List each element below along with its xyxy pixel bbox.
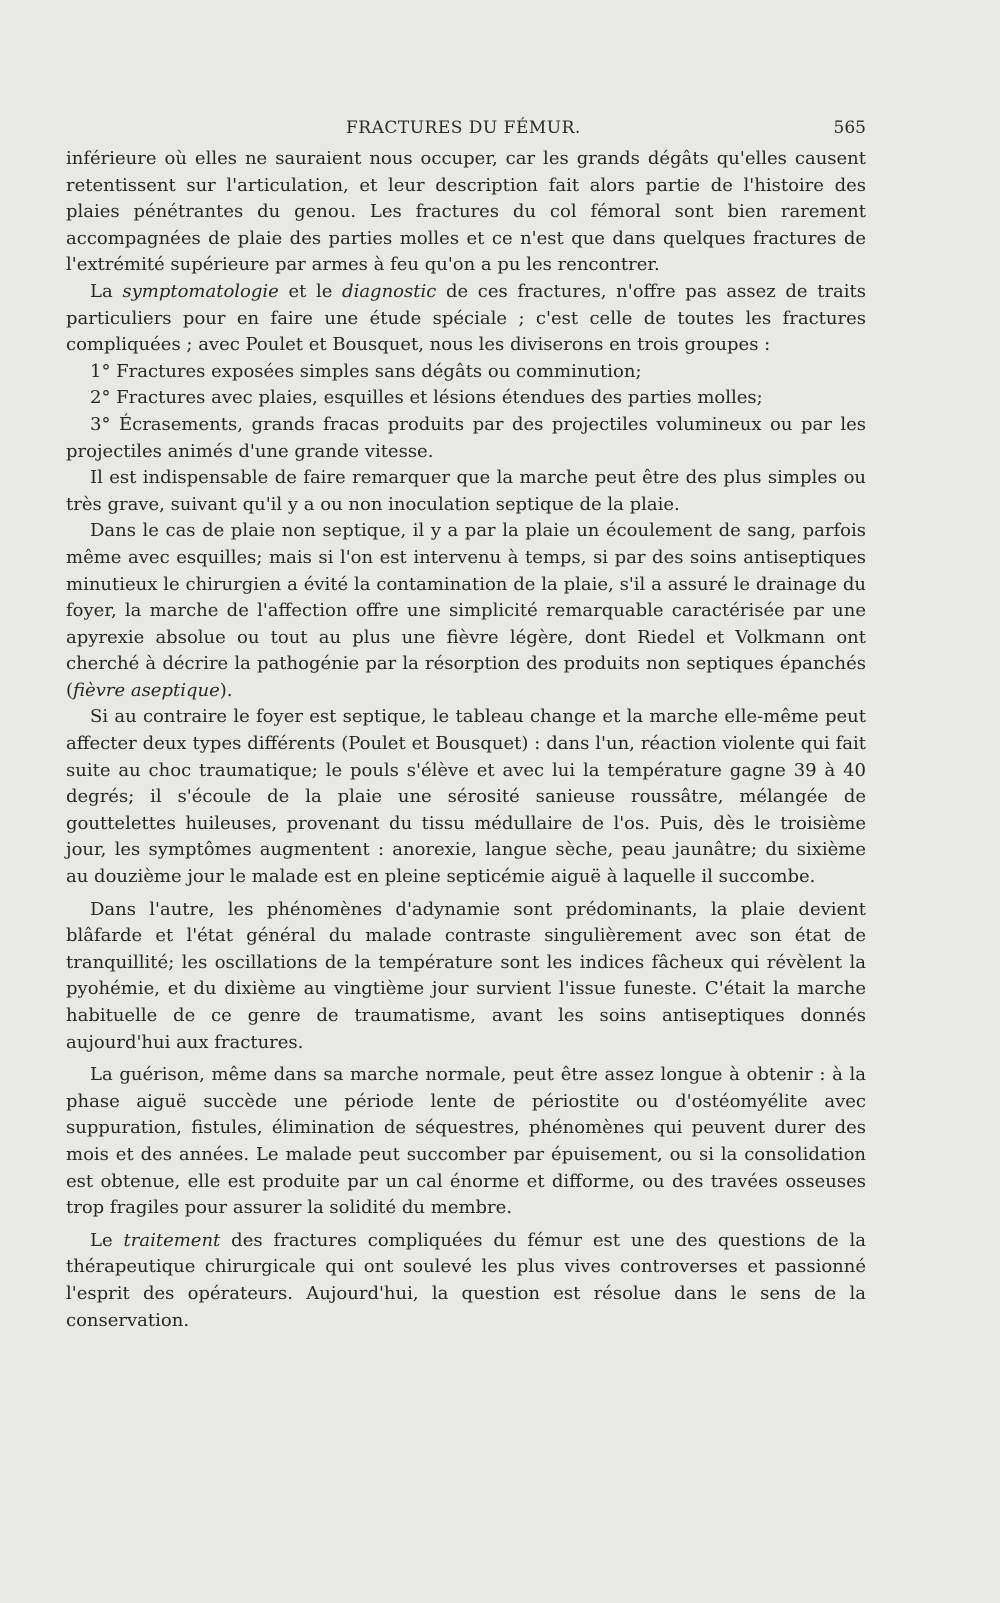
text-run: Dans le cas de plaie non septique, il y a par la plaie un écoulement de sang, parfois même avec esquilles; mais si l'on est intervenu à temps, si par des soins antiseptiques minutieux le chirurgien a évité la contamination de la plaie, s'il a assuré le drainage du foyer, la marche de l'affection offre une simplicité remarquable caractérisée par une apyrexie absolue ou tout au plus une fièvre légère, dont Riedel et Volkmann ont cherché à décrire la pathogénie par la résorption des produits non septiques épanchés ( [66,520,866,701]
italic-term: fièvre aseptique [73,679,220,701]
paragraph-7: La guérison, même dans sa marche normale, peut être assez longue à obtenir : à la phase aiguë succède une période lente de périostite ou d'ostéomyélite avec suppuration, fistules, élimination de séquestres, phénomènes qui peuvent durer des mois et des années. Le malade peut succomber par épuisement, ou si la consolidation est obtenue, elle est produite par un cal énorme et difforme, ou des travées osseuses trop fragiles pour assurer la solidité du membre. [66,1064,866,1219]
text-run: et le [278,280,343,302]
italic-term: traitement [123,1229,221,1251]
text-run: des fractures compliquées du fémur est une des questions de la thérapeutique chirurgicale qui ont soulevé les plus vives controverses et passionné l'esprit des opérateurs. Aujourd'hui, la question est résolue dans le sens de la conservation. [66,1229,867,1331]
text-run: La [90,280,123,302]
paragraph-5: Si au contraire le foyer est septique, le tableau change et la marche elle-même peut affecter deux types différents (Poulet et Bousquet) : dans l'un, réaction violente qui fait suite au choc traumatique; le pouls s'élève et avec lui la température gagne 39 à 40 degrés; il s'écoule de la plaie une sérosité sanieuse roussâtre, mélangée de gouttelettes huileuses, provenant du tissu médullaire de l'os. Puis, dès le troisième jour, les symptômes augmentent : anorexie, langue sèche, peau jaunâtre; du sixième au douzième jour le malade est en pleine septicémie aiguë à laquelle il succombe. [66,706,866,888]
text-run: de ces fractures, n'offre pas assez de traits particuliers pour en faire une étude spéciale ; c'est celle de toutes les fractures compliquées ; avec Poulet et Bousquet, nous les diviserons en trois groupes : [66,280,866,356]
running-title: FRACTURES DU FÉMUR. [346,118,581,138]
paragraph-2 [66,279,866,359]
body-text [66,146,866,1334]
text-run: Le [90,1229,124,1251]
italic-term: symptomatologie [122,280,279,302]
paragraph-8 [66,1228,866,1334]
text-run: ). [219,679,233,701]
page-header [66,118,866,142]
italic-term: diagnostic [342,280,437,302]
page-number: 565 [833,118,866,138]
paragraph-1: inférieure où elles ne sauraient nous occuper, car les grands dégâts qu'elles causent retentissent sur l'articulation, et leur description fait alors partie de l'histoire des plaies pénétrantes du genou. Les fractures du col fémoral sont bien rarement accompagnées de plaie des parties molles et ce n'est que dans quelques fractures de l'extrémité supérieure par armes à feu qu'on a pu les rencontrer. [66,148,866,276]
list-item-1: 1° Fractures exposées simples sans dégâts ou comminution; [90,360,642,382]
paragraph-3: Il est indispensable de faire remarquer que la marche peut être des plus simples ou très grave, suivant qu'il y a ou non inoculation septique de la plaie. [66,467,866,515]
paragraph-6: Dans l'autre, les phénomènes d'adynamie sont prédominants, la plaie devient blâfarde et l'état général du malade contraste singulièrement avec son état de tranquillité; les oscillations de la température sont les indices fâcheux qui révèlent la pyohémie, et du dixième au vingtième jour survient l'issue funeste. C'était la marche habituelle de ce genre de traumatisme, avant les soins antiseptiques donnés aujourd'hui aux fractures. [66,898,866,1053]
list-item-2: 2° Fractures avec plaies, esquilles et lésions étendues des parties molles; [90,387,763,409]
paragraph-4 [66,518,866,704]
list-item-3: 3° Écrasements, grands fracas produits par des projectiles volumineux ou par les projectiles animés d'une grande vitesse. [66,413,866,462]
